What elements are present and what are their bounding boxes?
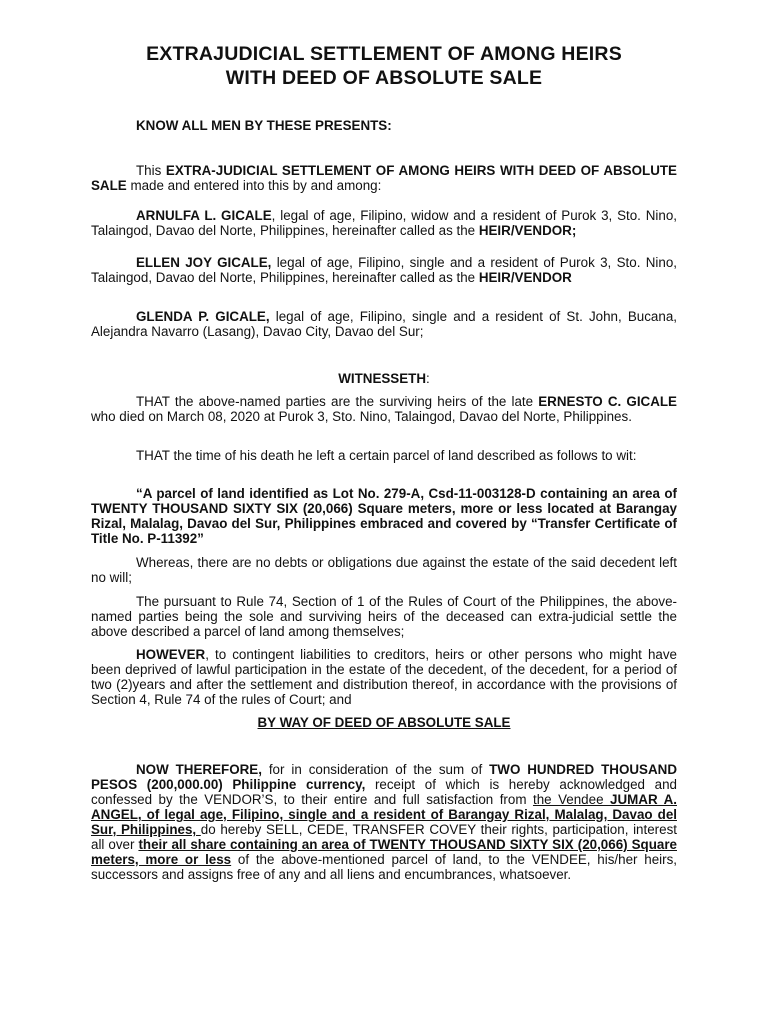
paragraph-now-therefore	[91, 762, 677, 882]
party-details-glenda: legal of age, Filipino, single and a resident of St. John, Bucana, Alejandra Navarro (Lasang), Davao City, Davao del Sur;	[91, 309, 677, 339]
party-name-arnulfa: ARNULFA L. GICALE	[136, 208, 272, 223]
deed-of-sale-heading	[91, 715, 677, 730]
party-name-glenda: GLENDA P. GICALE,	[136, 309, 270, 324]
intro-text-a: This	[136, 163, 166, 178]
acknowledgement-text: receipt of which is hereby acknowledged and confessed by the VENDOR’S, to their entire and full satisfaction from	[91, 777, 677, 807]
paragraph-party-arnulfa	[91, 208, 677, 238]
opening-clause	[91, 118, 677, 133]
however-keyword: HOWEVER	[136, 647, 206, 662]
no-debts-text: Whereas, there are no debts or obligations due against the estate of the said decedent left no will;	[91, 555, 677, 585]
now-therefore-keyword: NOW THEREFORE,	[136, 762, 262, 777]
opening-clause-text: KNOW ALL MEN BY THESE PRESENTS:	[136, 118, 392, 133]
party-role-ellen: HEIR/VENDOR	[478, 270, 572, 285]
sell-clause: do hereby SELL, CEDE, TRANSFER COVEY their rights, participation, interest all over	[91, 822, 677, 852]
party-details-arnulfa: , legal of age, Filipino, widow and a resident of Purok 3, Sto. Nino, Talaingod, Davao del Norte, Philippines, hereinafter called as the	[91, 208, 678, 238]
witnesseth-text: WITNESSETH	[338, 371, 427, 386]
heirs-text-c: who died on March 08, 2020 at Purok 3, Sto. Nino, Talaingod, Davao del Norte, Philippines.	[91, 409, 632, 424]
party-details-ellen: legal of age, Filipino, single and a resident of Purok 3, Sto. Nino, Talaingod, Davao del Norte, Philippines, hereinafter called as the	[91, 255, 677, 285]
consideration-text: for in consideration of the sum of	[261, 762, 490, 777]
however-text: , to contingent liabilities to creditors, heirs or other persons who might have been deprived of lawful participation in the estate of the decedent, of the decedent, for a period of two (2)years and after the settlement and distribution thereof, in accordance with the provisions of Section 4, Rule 74 of the rules of Court; and	[91, 647, 677, 707]
paragraph-party-glenda	[91, 309, 677, 339]
paragraph-parcel-left	[91, 448, 677, 463]
party-name-ellen: ELLEN JOY GICALE,	[136, 255, 272, 270]
parcel-left-text: THAT the time of his death he left a certain parcel of land described as follows to wit:	[136, 448, 637, 463]
intro-text-title: EXTRA-JUDICIAL SETTLEMENT OF AMONG HEIRS WITH DEED OF ABSOLUTE SALE	[91, 163, 677, 193]
document-title-line-2: WITH DEED OF ABSOLUTE SALE	[225, 67, 543, 89]
paragraph-party-ellen	[91, 255, 677, 285]
party-role-arnulfa: HEIR/VENDOR;	[478, 223, 577, 238]
closing-clause: of the above-mentioned parcel of land, to the VENDEE, his/her heirs, successors and assigns free of any and all liens and encumbrances, whatsoever.	[91, 852, 677, 882]
deed-of-sale-heading-text: BY WAY OF DEED OF ABSOLUTE SALE	[257, 715, 511, 730]
rule-74-text: The pursuant to Rule 74, Section of 1 of the Rules of Court of the Philippines, the above-named parties being the sole and surviving heirs of the deceased can extra-judicial settle the above described a parcel of land among themselves;	[91, 594, 677, 639]
witnesseth-heading	[91, 371, 677, 386]
paragraph-however	[91, 647, 677, 707]
vendee-label: the Vendee	[532, 792, 610, 807]
paragraph-introduction	[91, 163, 677, 193]
heirs-text-a: THAT the above-named parties are the surviving heirs of the late	[136, 394, 539, 409]
land-description-text: “A parcel of land identified as Lot No. 279-A, Csd-11-003128-D containing an area of TWENTY THOUSAND SIXTY SIX (20,066) Square meters, more or less located at Barangay Rizal, Malalag, Davao del Sur, Philippines embraced and covered by “Transfer Certificate of Title No. P-11392”	[91, 486, 677, 546]
vendee-details: JUMAR A. ANGEL, of legal age, Filipino, single and a resident of Barangay Rizal, Malalag, Davao del Sur, Philippines,	[91, 792, 677, 837]
paragraph-land-description	[91, 486, 677, 546]
sale-amount: TWO HUNDRED THOUSAND PESOS (200,000.00) Philippine currency,	[91, 762, 677, 792]
paragraph-no-debts	[91, 555, 677, 585]
witnesseth-colon: :	[426, 371, 430, 386]
intro-text-c: made and entered into this by and among:	[126, 178, 382, 193]
decedent-name: ERNESTO C. GICALE	[538, 394, 677, 409]
paragraph-rule-74	[91, 594, 677, 639]
share-area: their all share containing an area of TWENTY THOUSAND SIXTY SIX (20,066) Square meters, more or less	[91, 837, 677, 867]
document-title-line-1: EXTRAJUDICIAL SETTLEMENT OF AMONG HEIRS	[146, 43, 622, 65]
paragraph-surviving-heirs	[91, 394, 677, 424]
